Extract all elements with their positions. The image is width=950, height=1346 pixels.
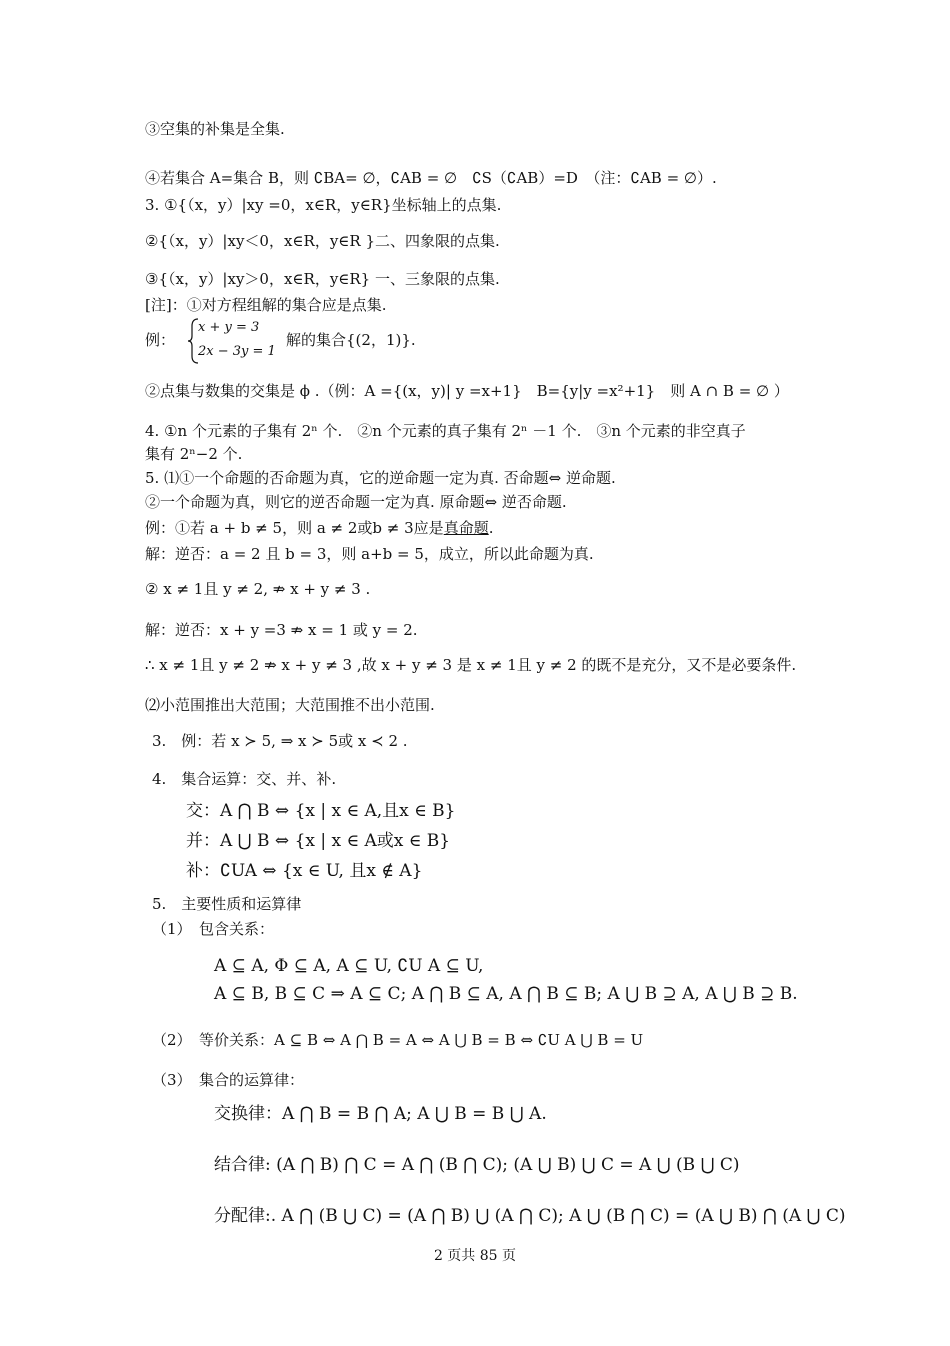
true-proposition-underlined: 真命题 <box>443 519 489 537</box>
line-quadrant-2-4: ②{（x，y）|xy＜0，x∈R，y∈R }二、四象限的点集. <box>145 232 500 250</box>
heading-operation-laws: （3） 集合的运算律： <box>152 1071 305 1089</box>
line-contrapositive: ②一个命题为真，则它的逆否命题一定为真. 原命题⇔ 逆否命题. <box>145 493 567 511</box>
line-note-equation-solution: [注]：①对方程组解的集合应是点集. <box>145 296 387 314</box>
formula-distributive: 分配律:. A ⋂ (B ⋃ C) = (A ⋂ B) ⋃ (A ⋂ C); A ⋃ (B ⋂ C) = (A ⋃ B) ⋂ (A ⋃ C) <box>214 1206 846 1226</box>
line-solution-contrapositive: 解：逆否：a = 2 且 b = 3，则 a+b = 5，成立，所以此命题为真. <box>145 545 594 563</box>
line-subset-count-cont: 集有 2ⁿ−2 个. <box>145 445 243 463</box>
heading-inclusion: （1） 包含关系： <box>152 920 275 938</box>
heading-set-operations: 4. 集合运算：交、并、补. <box>152 770 337 788</box>
line-set-equality-note: ④若集合 A=集合 B，则 ∁BA= ∅，∁AB = ∅ ∁S（∁AB）=D （注：∁AB = ∅）. <box>145 169 717 187</box>
formula-commutative: 交换律：A ⋂ B = B ⋂ A; A ⋃ B = B ⋃ A. <box>214 1104 547 1124</box>
formula-intersection: 交：A ⋂ B ⇔ {x | x ∈ A,且x ∈ B} <box>186 801 456 821</box>
line-empty-set-complement: ③空集的补集是全集. <box>145 120 285 138</box>
formula-inclusion-1: A ⊆ A, Φ ⊆ A, A ⊆ U, ∁U A ⊆ U, <box>214 956 484 976</box>
line-conclusion: ∴ x ≠ 1且 y ≠ 2 ⇏ x + y ≠ 3 ,故 x + y ≠ 3 是 x ≠ 1且 y ≠ 2 的既不是充分，又不是必要条件. <box>145 656 797 674</box>
line-range-rule: ⑵小范围推出大范围；大范围推不出小范围. <box>145 696 435 714</box>
line-negation-converse: 5. ⑴①一个命题的否命题为真，它的逆命题一定为真. 否命题⇔ 逆命题. <box>145 469 616 487</box>
line-subset-count: 4. ①n 个元素的子集有 2ⁿ 个. ②n 个元素的真子集有 2ⁿ －1 个. ③n 个元素的非空真子 <box>145 422 746 440</box>
equation-2: 2x − 3y = 1 <box>198 344 276 359</box>
line-axis-point-set: 3. ①{（x，y）|xy =0，x∈R，y∈R}坐标轴上的点集. <box>145 196 502 214</box>
line-solution-2: 解：逆否：x + y =3 ⇏ x = 1 或 y = 2. <box>145 621 418 639</box>
line-example-true-proposition <box>145 517 493 539</box>
line-example-range: 3. 例：若 x ≻ 5, ⇒ x ≻ 5或 x ≺ 2 . <box>152 732 408 750</box>
formula-union: 并：A ⋃ B ⇔ {x | x ∈ A或x ∈ B} <box>186 831 451 851</box>
example-text: 例：①若 a + b ≠ 5，则 a ≠ 2或b ≠ 3应是 <box>145 519 444 537</box>
line-point-number-intersection: ②点集与数集的交集是 ϕ .（例：A ={(x，y)| y =x+1} B={y|y =x²+1} 则 A ∩ B = ∅ ） <box>145 382 789 400</box>
formula-associative: 结合律: (A ⋂ B) ⋂ C = A ⋂ (B ⋂ C); (A ⋃ B) ⋃ C = A ⋃ (B ⋃ C) <box>214 1155 740 1175</box>
example-period: . <box>488 519 494 537</box>
line-example-solution: 解的集合{(2，1)}. <box>286 331 416 349</box>
formula-inclusion-2: A ⊆ B, B ⊆ C ⇒ A ⊆ C; A ⋂ B ⊆ A, A ⋂ B ⊆ B; A ⋃ B ⊇ A, A ⋃ B ⊇ B. <box>214 984 798 1004</box>
formula-equivalence: （2） 等价关系：A ⊆ B ⇔ A ⋂ B = A ⇔ A ⋃ B = B ⇔ ∁U A ⋃ B = U <box>152 1031 644 1049</box>
line-quadrant-1-3: ③{（x，y）|xy＞0，x∈R，y∈R} 一、三象限的点集. <box>145 270 500 288</box>
page-footer: 2 页共 85 页 <box>433 1248 517 1264</box>
line-example-2: ② x ≠ 1且 y ≠ 2, ⇏ x + y ≠ 3 . <box>145 580 371 598</box>
equation-1: x + y = 3 <box>198 320 260 335</box>
formula-complement: 补：∁UA ⇔ {x ∈ U, 且x ∉ A} <box>186 861 423 881</box>
heading-properties: 5. 主要性质和运算律 <box>152 895 302 913</box>
line-example-label: 例： <box>145 331 176 349</box>
